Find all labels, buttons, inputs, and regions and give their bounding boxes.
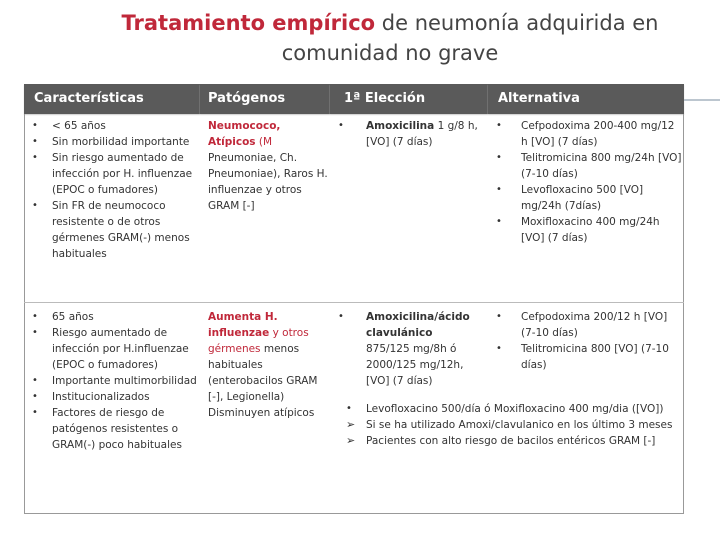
pathogen-pneumococcus: Neumococo,	[208, 120, 281, 132]
list-item: • Riesgo aumentado de infección por H.influenzae (EPOC o fumadores)	[24, 325, 200, 373]
list-item: • Cefpodoxima 200/12 h [VO] (7-10 días)	[488, 309, 684, 341]
drug-dose: 875/125 mg/8h ó 2000/125 mg/12h, [VO] (7 días)	[366, 343, 464, 387]
title-rest: de neumonía adquirida en	[375, 11, 659, 35]
pathogen-and-other: y otros	[269, 327, 309, 339]
list-item: • Moxifloxacino 400 mg/24h [VO] (7 días)	[488, 214, 684, 246]
list-item	[330, 118, 488, 150]
list-item: • Sin riesgo aumentado de infección por H. influenzae (EPOC o fumadores)	[24, 150, 200, 198]
header-first-choice: 1ª Elección	[330, 84, 488, 114]
list-item: • Sin FR de neumococo resistente o de otros gérmenes GRAM(-) menos habituales	[24, 198, 200, 262]
pathogen-others: Pneumoniae, Ch. Pneumoniae), Raros H. influenzae y otros GRAM [-]	[208, 152, 328, 212]
header-characteristics: Características	[24, 84, 200, 114]
list-item: ➢ Pacientes con alto riesgo de bacilos entéricos GRAM [-]	[338, 433, 682, 449]
list-item: ➢ Si se ha utilizado Amoxi/clavulanico en los último 3 meses	[338, 417, 682, 433]
header-alternative: Alternativa	[488, 84, 684, 114]
header-pathogens: Patógenos	[200, 84, 330, 114]
list-item: • Telitromicina 800 mg/24h [VO] (7-10 días)	[488, 150, 684, 182]
list-item: • Cefpodoxima 200-400 mg/12 h [VO] (7 días)	[488, 118, 684, 150]
list-item: • < 65 años	[24, 118, 200, 134]
list-item: • Telitromicina 800 [VO] (7-10 días)	[488, 341, 684, 373]
drug-name: Amoxicilina	[366, 120, 435, 132]
drug-name: Amoxicilina/ácido clavulánico	[366, 311, 470, 339]
row2-footer-notes	[338, 401, 682, 449]
row1-pathogens	[208, 118, 330, 214]
title-bold: Tratamiento empírico	[121, 11, 376, 35]
row2-first-choice	[330, 309, 488, 389]
title-line2: comunidad no grave	[281, 41, 499, 65]
list-item	[330, 309, 488, 389]
list-item: • Importante multimorbilidad	[24, 373, 200, 389]
list-item: • 65 años	[24, 309, 200, 325]
pathogen-atypical: Atípicos	[208, 136, 256, 148]
row-divider	[24, 302, 684, 303]
list-item: • Levofloxacino 500/día ó Moxifloxacino 400 mg/dia ([VO])	[338, 401, 682, 417]
row1-first-choice	[330, 118, 488, 150]
page-title	[60, 8, 720, 68]
row1-characteristics	[24, 118, 200, 262]
row2-characteristics	[24, 309, 200, 453]
list-item: • Levofloxacino 500 [VO] mg/24h (7días)	[488, 182, 684, 214]
row2-alternative	[488, 309, 684, 373]
pathogen-h-influenzae: Aumenta H. influenzae	[208, 311, 278, 339]
pathogen-m-prefix: (M	[255, 136, 273, 148]
pathogen-germs: gérmenes	[208, 343, 261, 355]
row1-alternative	[488, 118, 684, 246]
row2-pathogens	[208, 309, 332, 421]
list-item: • Institucionalizados	[24, 389, 200, 405]
accent-line	[684, 99, 720, 101]
drug-dose: 1 g/8 h, [VO] (7 días)	[366, 120, 478, 148]
list-item: • Factores de riesgo de patógenos resistentes o GRAM(-) poco habituales	[24, 405, 200, 453]
list-item: • Sin morbilidad importante	[24, 134, 200, 150]
pathogen-less-common: menos habituales (enterobacilos GRAM [-], Legionella) Disminuyen atípicos	[208, 343, 318, 419]
